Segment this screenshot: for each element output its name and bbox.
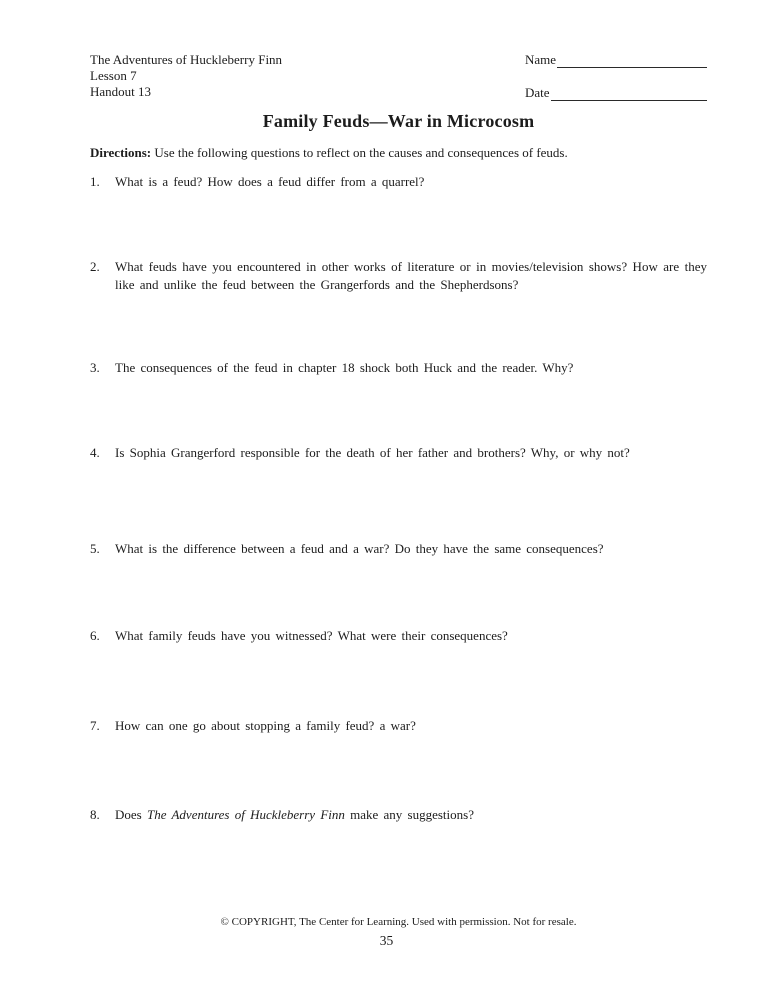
header-course-title: The Adventures of Huckleberry Finn [90,52,283,67]
question-number: 6. [90,628,100,643]
name-fill-row [525,52,707,68]
question-text: How can one go about stopping a family feud? a war? [115,718,416,733]
question-text-after: make any suggestions? [350,807,474,822]
header-right-block [525,52,707,101]
question-item-1 [90,173,707,191]
question-text: What is the difference between a feud and a war? Do they have the same consequences? [115,541,604,556]
question-number: 1. [90,174,100,189]
question-list [90,173,707,824]
header-lesson: Lesson 7 [90,68,137,83]
question-text-before: Does [115,807,142,822]
worksheet-title: Family Feuds—War in Microcosm [262,111,535,131]
question-item-5 [90,540,707,558]
question-number: 3. [90,360,100,375]
question-number: 4. [90,445,100,460]
header-left-block [90,52,282,100]
footer-copyright: © COPYRIGHT, The Center for Learning. Used with permission. Not for resale. [220,916,577,928]
question-text [115,806,707,824]
date-blank-line [551,87,707,101]
directions [90,144,707,162]
directions-label: Directions: [90,145,152,160]
question-item-3 [90,359,707,377]
question-item-7 [90,717,707,735]
question-text: The consequences of the feud in chapter 18 shock both Huck and the reader. Why? [115,360,574,375]
date-fill-row [525,85,707,101]
question-item-6 [90,627,707,645]
question-number: 8. [90,807,100,822]
question-text: What is a feud? How does a feud differ from a quarrel? [115,174,425,189]
name-label: Name [525,52,557,67]
question-text: What feuds have you encountered in other works of literature or in movies/television shows? How are they like and unlike the feud between the Grangerfords and the Shepherdsons? [115,259,707,292]
directions-text: Use the following questions to reflect on the causes and consequences of feuds. [154,145,568,160]
question-text: What family feuds have you witnessed? What were their consequences? [115,628,508,643]
question-number: 5. [90,541,100,556]
page-number: 35 [379,933,394,948]
page-header [90,52,707,101]
name-blank-line [557,54,707,68]
question-number: 7. [90,718,100,733]
question-item-4 [90,444,707,462]
book-title-italic: The Adventures of Huckleberry Finn [146,807,345,822]
question-number: 2. [90,259,100,274]
date-label: Date [525,85,550,100]
header-handout: Handout 13 [90,84,152,99]
question-item-8 [90,806,707,824]
question-item-2 [90,258,707,294]
question-text: Is Sophia Grangerford responsible for the death of her father and brothers? Why, or why not? [115,445,630,460]
